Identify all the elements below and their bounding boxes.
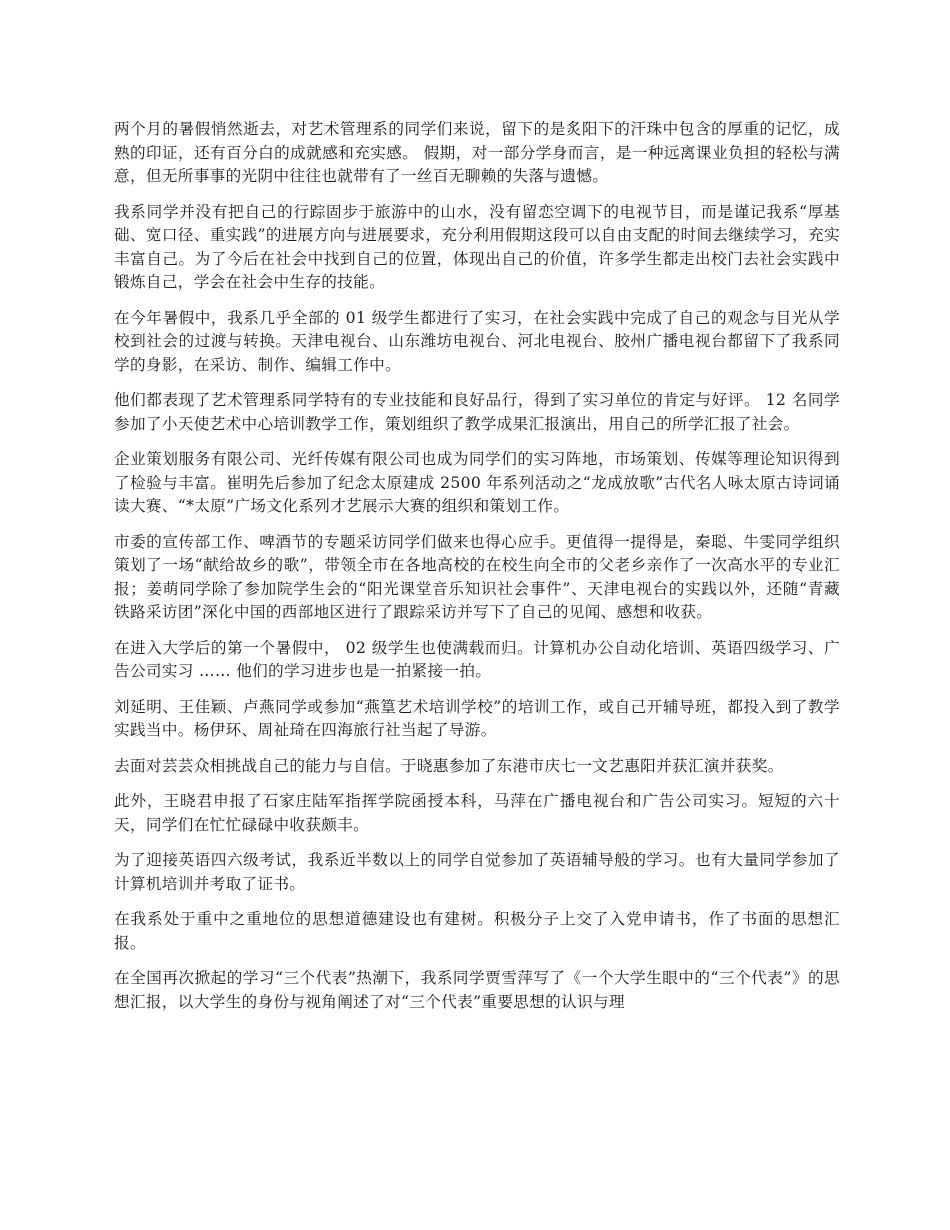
paragraph-2: 我系同学并没有把自己的行踪固步于旅游中的山水，没有留恋空调下的电视节目，而是谨记我系“厚基础、宽口径、重实践”的进展方向与进展要求，充分利用假期这段可以自由支配的时间去继续学习，充实丰富自己。为了今后在社会中找到自己的位置，体现出自己的价值，许多学生都走出校门去社会实践中锻炼自己，学会在社会中生存的技能。 <box>114 202 840 291</box>
document-page <box>114 118 840 1026</box>
paragraph-4: 他们都表现了艺术管理系同学特有的专业技能和良好品行，得到了实习单位的肯定与好评。 12 名同学参加了小天使艺术中心培训教学工作，策划组织了教学成果汇报演出，用自己的所学汇报了社会。 <box>114 391 840 433</box>
paragraph-7: 在进入大学后的第一个暑假中， 02 级学生也使满载而归。计算机办公自动化培训、英语四级学习、广告公司实习 …… 他们的学习进步也是一拍紧接一拍。 <box>114 638 840 680</box>
paragraph-6: 市委的宣传部工作、啤酒节的专题采访同学们做来也得心应手。更值得一提得是，秦聪、牛雯同学组织策划了一场“献给故乡的歌”，带领全市在各地高校的在校生向全市的父老乡亲作了一次高水平的专业汇报；姜萌同学除了参加院学生会的“阳光课堂音乐知识社会事件”、天津电视台的实践以外，还随“青藏铁路采访团”深化中国的西部地区进行了跟踪采访并写下了自己的见闻、感想和收获。 <box>114 532 840 621</box>
paragraph-5: 企业策划服务有限公司、光纤传媒有限公司也成为同学们的实习阵地，市场策划、传媒等理论知识得到了检验与丰富。崔明先后参加了纪念太原建成 2500 年系列活动之“龙成放歌”古代名人咏太原古诗词诵读大赛、“*太原”广场文化系列才艺展示大赛的组织和策划工作。 <box>114 450 840 515</box>
paragraph-13: 在全国再次掀起的学习“三个代表”热潮下，我系同学贾雪萍写了《一个大学生眼中的“三个代表”》的思想汇报，以大学生的身份与视角阐述了对“三个代表”重要思想的认识与理 <box>114 969 840 1011</box>
paragraph-11: 为了迎接英语四六级考试，我系近半数以上的同学自觉参加了英语辅导般的学习。也有大量同学参加了计算机培训并考取了证书。 <box>114 851 840 893</box>
paragraph-1: 两个月的暑假悄然逝去，对艺术管理系的同学们来说，留下的是炙阳下的汗珠中包含的厚重的记忆，成熟的印证，还有百分白的成就感和充实感。 假期，对一部分学身而言，是一种远离课业负担的轻松与满意，但无所事事的光阴中往往也就带有了一丝百无聊赖的失落与遗憾。 <box>114 120 840 185</box>
paragraph-10: 此外，王晓君申报了石家庄陆军指挥学院函授本科，马萍在广播电视台和广告公司实习。短短的六十天，同学们在忙忙碌碌中收获颇丰。 <box>114 792 840 834</box>
paragraph-8: 刘延明、王佳颖、卢燕同学或参加“燕篁艺术培训学校”的培训工作，或自己开辅导班，都投入到了教学实践当中。杨伊环、周祉琦在四海旅行社当起了导游。 <box>114 697 840 739</box>
paragraph-9: 去面对芸芸众相挑战自己的能力与自信。于晓惠参加了东港市庆七一文艺惠阳并获汇演并获奖。 <box>114 756 784 775</box>
paragraph-12: 在我系处于重中之重地位的思想道德建设也有建树。积极分子上交了入党申请书，作了书面的思想汇报。 <box>114 910 840 952</box>
paragraph-3: 在今年暑假中，我系几乎全部的 01 级学生都进行了实习，在社会实践中完成了自己的观念与目光从学校到社会的过渡与转换。天津电视台、山东潍坊电视台、河北电视台、胶州广播电视台都留下了我系同学的身影，在采访、制作、编辑工作中。 <box>114 308 840 374</box>
